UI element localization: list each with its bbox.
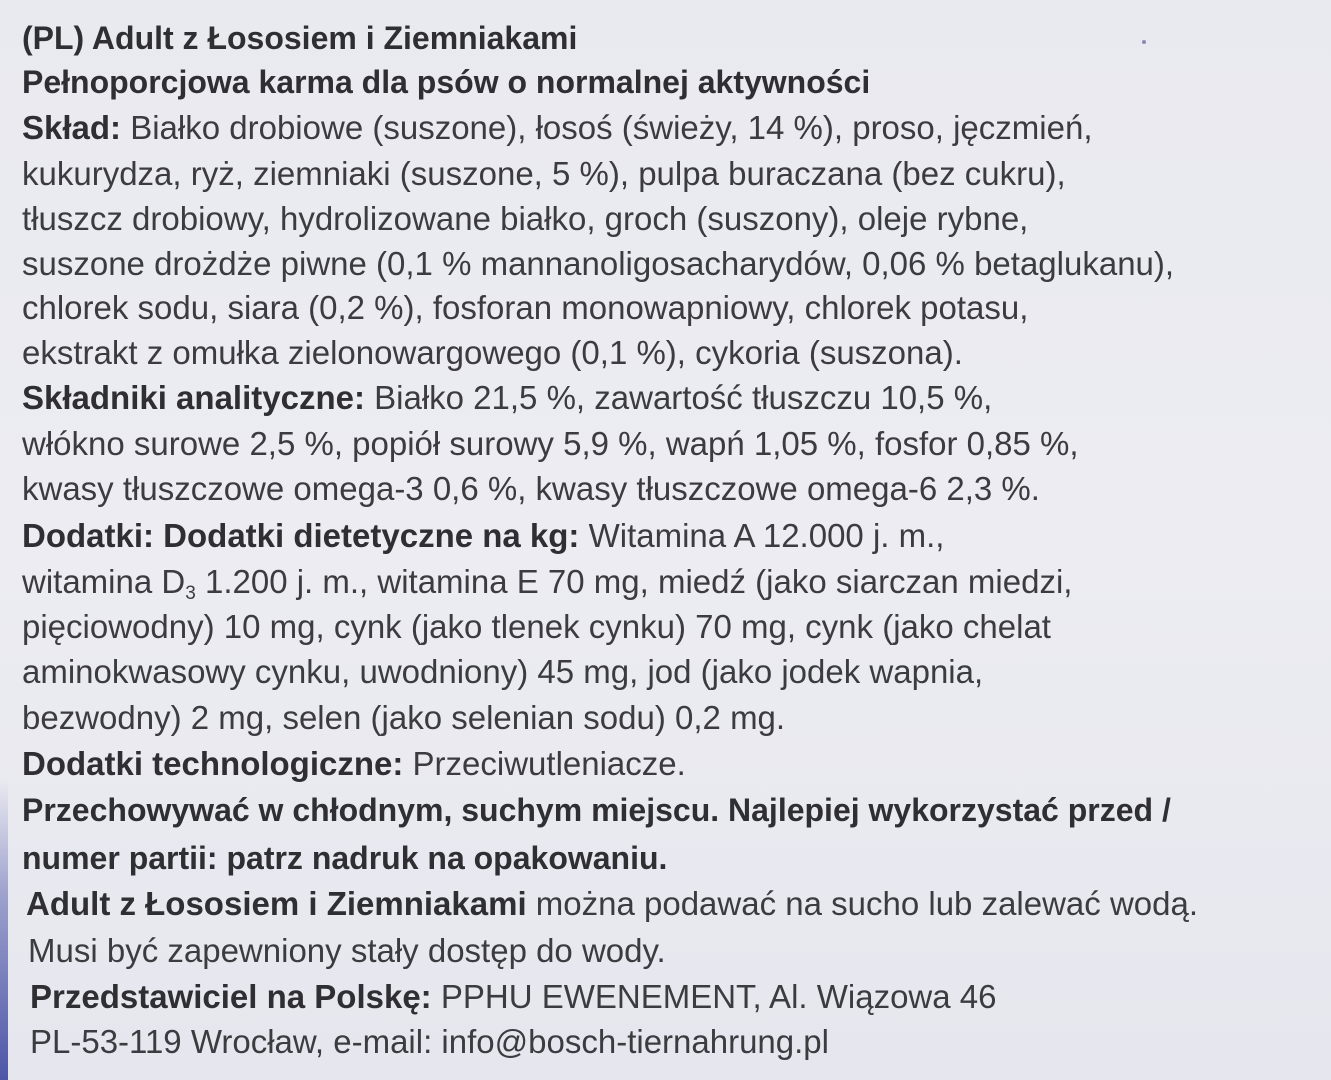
technological-line xyxy=(22,744,686,784)
feeding-text-1: można podawać na sucho lub zalewać wodą. xyxy=(526,885,1199,922)
product-subtitle: Pełnoporcjowa karma dla psów o normalnej aktywności xyxy=(22,64,871,100)
analytical-line-3: kwasy tłuszczowe omega-3 0,6 %, kwasy tłuszczowe omega-6 2,3 %. xyxy=(22,470,1040,507)
composition-text-1: Białko drobiowe (suszone), łosoś (świeży, 14 %), proso, jęczmień, xyxy=(121,109,1093,146)
representative-heading: Przedstawiciel na Polskę: xyxy=(30,978,432,1015)
storage-line-1: Przechowywać w chłodnym, suchym miejscu. Najlepiej wykorzystać przed / xyxy=(22,792,1171,828)
feeding-line-2: Musi być zapewniony stały dostęp do wody. xyxy=(28,932,666,969)
additives-line-1 xyxy=(22,516,944,556)
analytical-heading: Składniki analityczne: xyxy=(22,379,365,416)
additives-text-2a: witamina D xyxy=(22,563,186,600)
technological-heading: Dodatki technologiczne: xyxy=(22,745,404,782)
representative-line-1 xyxy=(30,977,996,1017)
composition-line-5: chlorek sodu, siara (0,2 %), fosforan monowapniowy, chlorek potasu, xyxy=(22,289,1029,326)
storage-line-2: numer partii: patrz nadruk na opakowaniu. xyxy=(22,840,668,876)
composition-line-6: ekstrakt z omułka zielonowargowego (0,1 %), cykoria (suszona). xyxy=(22,334,963,371)
additives-heading: Dodatki: Dodatki dietetyczne na kg: xyxy=(22,517,580,554)
print-speck xyxy=(1142,40,1146,44)
product-title: (PL) Adult z Łososiem i Ziemniakami xyxy=(22,20,578,56)
analytical-text-1: Białko 21,5 %, zawartość tłuszczu 10,5 %, xyxy=(364,379,993,416)
package-edge xyxy=(0,780,8,1080)
composition-line-4: suszone drożdże piwne (0,1 % mannanoligosacharydów, 0,06 % betaglukanu), xyxy=(22,245,1175,282)
additives-line-5: bezwodny) 2 mg, selen (jako selenian sodu) 0,2 mg. xyxy=(22,699,786,736)
composition-line-3: tłuszcz drobiowy, hydrolizowane białko, groch (suszony), oleje rybne, xyxy=(22,200,1029,237)
feeding-product: Adult z Łososiem i Ziemniakami xyxy=(26,885,527,922)
representative-line-2: PL-53-119 Wrocław, e-mail: info@bosch-tiernahrung.pl xyxy=(30,1023,829,1060)
additives-line-4: aminokwasowy cynku, uwodniony) 45 mg, jod (jako jodek wapnia, xyxy=(22,653,984,690)
additives-line-2 xyxy=(22,562,1072,602)
analytical-line-1 xyxy=(22,378,992,418)
composition-line-1 xyxy=(22,108,1092,148)
feeding-line-1 xyxy=(26,884,1198,924)
representative-text-1: PPHU EWENEMENT, Al. Wiązowa 46 xyxy=(431,978,997,1015)
composition-line-2: kukurydza, ryż, ziemniaki (suszone, 5 %), pulpa buraczana (bez cukru), xyxy=(22,155,1066,192)
subscript-3: 3 xyxy=(185,583,196,604)
additives-text-2b: 1.200 j. m., witamina E 70 mg, miedź (jako siarczan miedzi, xyxy=(195,563,1073,600)
technological-text: Przeciwutleniacze. xyxy=(403,745,686,782)
additives-text-1: Witamina A 12.000 j. m., xyxy=(579,517,945,554)
analytical-line-2: włókno surowe 2,5 %, popiół surowy 5,9 %, wapń 1,05 %, fosfor 0,85 %, xyxy=(22,425,1079,462)
additives-line-3: pięciowodny) 10 mg, cynk (jako tlenek cynku) 70 mg, cynk (jako chelat xyxy=(22,608,1051,645)
composition-heading: Skład: xyxy=(22,109,122,146)
